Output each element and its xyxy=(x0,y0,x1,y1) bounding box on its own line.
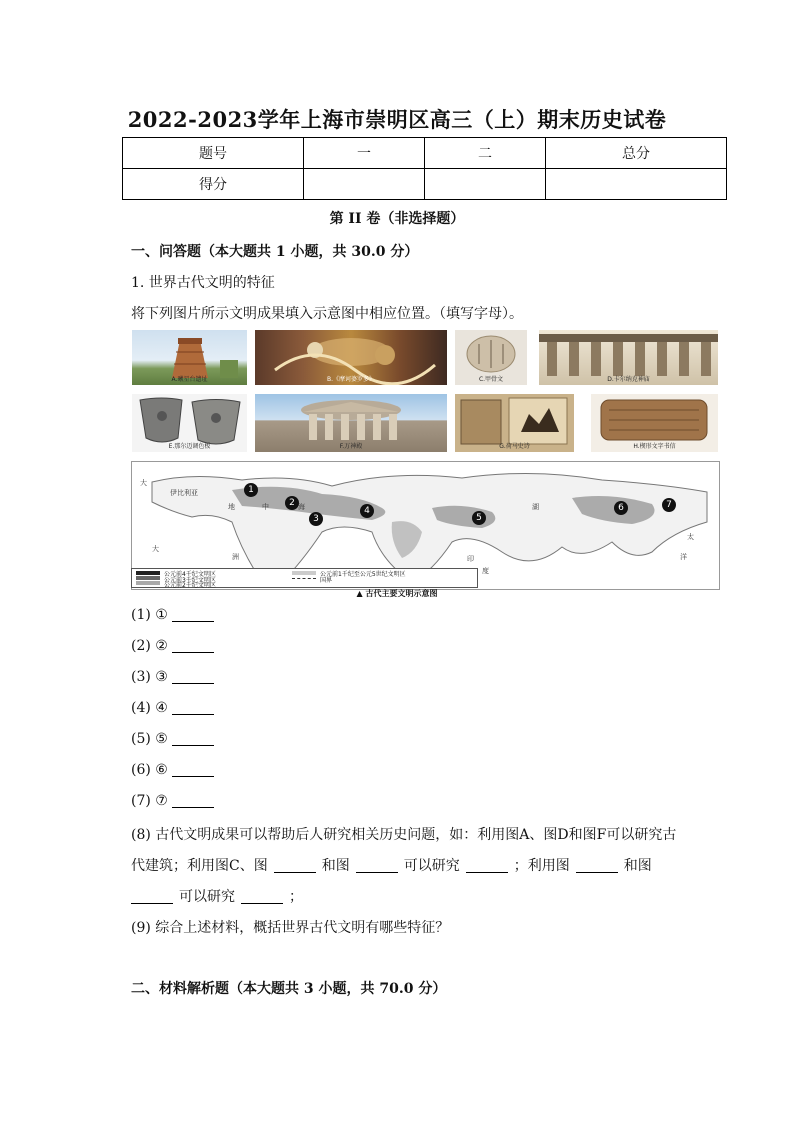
question-8-line-3 xyxy=(131,886,303,906)
sub-question-label: (4) ④ xyxy=(131,700,168,716)
picture-f xyxy=(255,394,447,452)
map-label: 湖 xyxy=(532,503,539,511)
map-label: 印 xyxy=(467,555,474,563)
picture-d xyxy=(539,330,718,385)
map-label: 大 xyxy=(152,545,159,553)
legend-swatch xyxy=(136,576,160,580)
map-label: 洲 xyxy=(232,553,239,561)
text: 可以研究 xyxy=(179,889,235,905)
map-marker-7: 7 xyxy=(662,498,676,512)
sub-question-1 xyxy=(131,607,214,623)
score-table-score-row xyxy=(123,169,727,200)
legend-swatch xyxy=(292,571,316,575)
table-cell: 总分 xyxy=(546,138,727,169)
table-cell xyxy=(304,169,425,200)
answer-blank[interactable] xyxy=(274,858,316,873)
section2-title: 二、材料解析题（本大题共 3 小题，共 70.0 分） xyxy=(131,981,447,997)
legend-swatch xyxy=(136,571,160,575)
text: ；利用图 xyxy=(513,858,570,874)
map-marker-2: 2 xyxy=(285,496,299,510)
table-cell xyxy=(425,169,546,200)
sub-question-3 xyxy=(131,669,214,685)
picture-caption: F.万神殿 xyxy=(339,443,363,450)
map-marker-3: 3 xyxy=(309,512,323,526)
table-cell xyxy=(546,169,727,200)
sub-question-label: (2) ② xyxy=(131,638,168,654)
picture-e xyxy=(132,394,247,452)
legend-item: 公元前4千纪文明区 xyxy=(164,571,216,578)
picture-caption: C.甲骨文 xyxy=(478,376,504,383)
table-cell: 题号 xyxy=(123,138,304,169)
sub-question-label: (5) ⑤ xyxy=(131,731,168,747)
table-cell: 二 xyxy=(425,138,546,169)
sub-question-6 xyxy=(131,762,214,778)
table-cell: 得分 xyxy=(123,169,304,200)
sub-question-label: (6) ⑥ xyxy=(131,762,168,778)
sub-question-4 xyxy=(131,700,214,716)
answer-blank[interactable] xyxy=(241,889,283,904)
picture-g xyxy=(455,394,574,452)
instruction: 将下列图片所示文明成果填入示意图中相应位置。（填写字母）。 xyxy=(131,306,523,322)
picture-caption: G.荷马史诗 xyxy=(499,443,530,450)
legend-item: 公元前3千纪文明区 xyxy=(164,577,216,584)
sub-question-label: (1) ① xyxy=(131,607,168,623)
map-legend xyxy=(131,568,478,588)
map-label: 海 xyxy=(298,503,305,511)
map-label: 伊比利亚 xyxy=(170,489,198,497)
text: 可以研究 xyxy=(403,858,460,874)
picture-caption: D.卡尔纳克神庙 xyxy=(607,376,650,383)
answer-blank[interactable] xyxy=(172,762,214,777)
legend-swatch xyxy=(136,581,160,585)
answer-blank[interactable] xyxy=(172,793,214,808)
map-marker-6: 6 xyxy=(614,501,628,515)
picture-b xyxy=(255,330,447,385)
map-label: 洋 xyxy=(680,553,687,561)
exam-title: 2022-2023学年上海市崇明区高三（上）期末历史试卷 xyxy=(127,107,667,132)
score-table-header-row xyxy=(123,138,727,169)
answer-blank[interactable] xyxy=(576,858,618,873)
sub-question-5 xyxy=(131,731,214,747)
answer-blank[interactable] xyxy=(172,669,214,684)
picture-caption: H.楔形文字书信 xyxy=(633,443,676,450)
legend-swatch xyxy=(292,578,316,579)
map-label: 地 xyxy=(228,503,235,511)
map-caption: ▲ 古代主要文明示意图 xyxy=(356,589,438,598)
volume-title: 第 II 卷（非选择题） xyxy=(329,211,465,227)
answer-blank[interactable] xyxy=(172,731,214,746)
question1-title: 1. 世界古代文明的特征 xyxy=(131,275,275,291)
answer-blank[interactable] xyxy=(172,700,214,715)
legend-item: 公元前2千纪文明区 xyxy=(164,582,216,589)
sub-question-2 xyxy=(131,638,214,654)
sub-question-label: (3) ③ xyxy=(131,669,168,685)
answer-blank[interactable] xyxy=(172,638,214,653)
question-8-line-2 xyxy=(131,855,652,875)
legend-item: 国界 xyxy=(320,577,333,584)
picture-caption: B.《摩诃婆罗多》 xyxy=(326,376,376,383)
map-marker-1: 1 xyxy=(244,483,258,497)
answer-blank[interactable] xyxy=(131,889,173,904)
picture-caption: E.那尔迈调色板 xyxy=(168,443,211,450)
question-8-line-1: (8) 古代文明成果可以帮助后人研究相关历史问题，如：利用图A、图D和图F可以研究古 xyxy=(131,827,677,843)
sub-question-label: (7) ⑦ xyxy=(131,793,168,809)
map-label: 中 xyxy=(262,503,269,511)
picture-a xyxy=(132,330,247,385)
map-marker-5: 5 xyxy=(472,511,486,525)
text: 代建筑；利用图C、图 xyxy=(131,858,268,874)
text: ； xyxy=(289,889,303,905)
sub-question-7 xyxy=(131,793,214,809)
map-label: 度 xyxy=(482,567,489,575)
answer-blank[interactable] xyxy=(466,858,508,873)
section1-title: 一、问答题（本大题共 1 小题，共 30.0 分） xyxy=(131,244,419,260)
question-9: (9) 综合上述材料，概括世界古代文明有哪些特征？ xyxy=(131,920,450,936)
score-table xyxy=(122,137,727,200)
table-cell: 一 xyxy=(304,138,425,169)
picture-caption: A.曦星台遗址 xyxy=(171,376,208,383)
picture-h xyxy=(591,394,718,452)
text: 和图 xyxy=(321,858,350,874)
picture-c xyxy=(455,330,527,385)
answer-blank[interactable] xyxy=(172,607,214,622)
map-marker-4: 4 xyxy=(360,504,374,518)
map-label: 大 xyxy=(140,479,147,487)
legend-item: 公元前1千纪至公元5世纪文明区 xyxy=(320,571,406,578)
answer-blank[interactable] xyxy=(356,858,398,873)
map-label: 太 xyxy=(687,533,694,541)
text: 和图 xyxy=(623,858,652,874)
